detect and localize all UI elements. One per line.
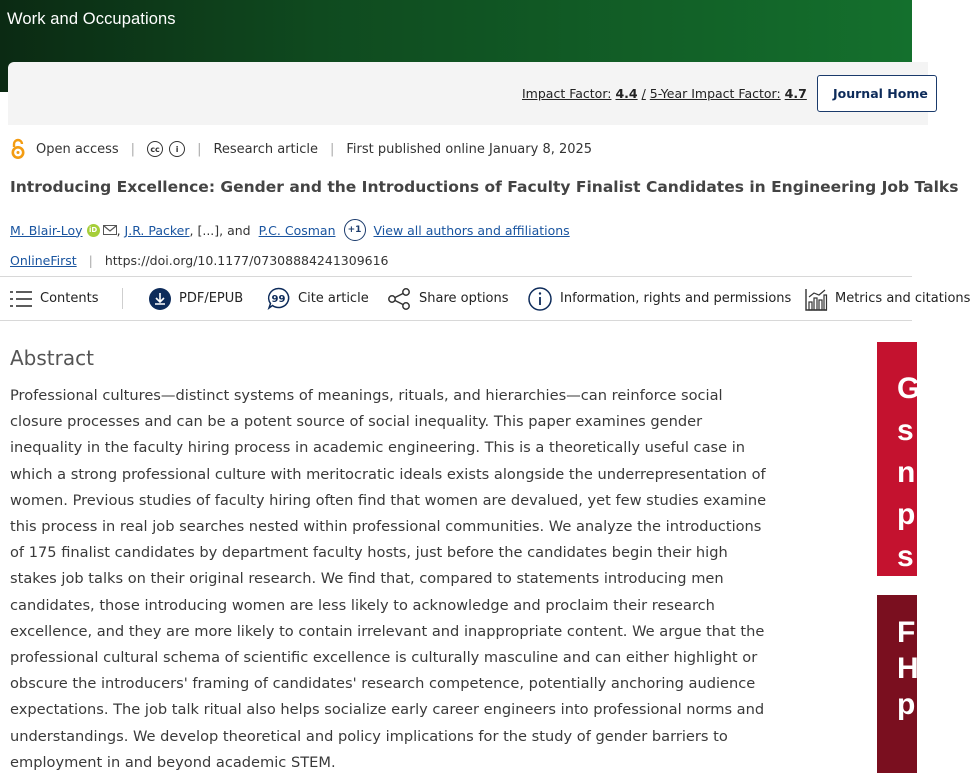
ad-letter: p [897,498,916,531]
info-icon [528,287,552,311]
ad-letter: s [897,540,914,573]
ad-letter: s [897,414,914,447]
contents-list-icon [10,290,32,308]
meta-separator: | [130,141,136,157]
pdf-epub-button[interactable] [149,277,243,320]
toolbar-divider [122,288,123,309]
cc-icon: cc [147,141,163,157]
metrics-button[interactable] [805,277,970,320]
author-link[interactable]: P.C. Cosman [258,222,336,238]
article-toolbar [0,276,970,321]
publication-date: First published online January 8, 2025 [346,141,593,157]
ad-text [877,342,921,578]
author-link[interactable]: J.R. Packer [124,222,190,238]
doi-url[interactable]: https://doi.org/10.1177/07308884241309616 [104,252,389,268]
share-options-label: Share options [419,291,509,306]
share-options-button[interactable] [387,277,509,320]
svg-text:99: 99 [271,294,286,305]
mail-icon[interactable] [103,225,117,235]
journal-title[interactable]: Work and Occupations [7,10,176,28]
ad-letter: n [897,456,916,489]
impact-factor-value[interactable]: 4.4 [615,86,638,101]
abstract-heading: Abstract [10,346,94,370]
quote-icon [267,287,290,310]
share-icon [387,287,411,311]
doi-row [10,250,389,270]
cite-article-label: Cite article [298,291,369,306]
contents-button[interactable] [10,277,98,320]
article-title: Introducing Excellence: Gender and the Introductions of Faculty Finalist Candidates in Engineering Job Talks [10,178,959,196]
five-year-impact-value[interactable]: 4.7 [784,86,807,101]
bar-chart-icon [805,287,827,311]
meta-separator: | [330,141,335,157]
impact-slash: / [641,86,646,101]
author-link[interactable]: M. Blair-Loy [10,222,83,238]
metrics-label: Metrics and citations [835,291,970,306]
online-first-link[interactable]: OnlineFirst [10,252,77,268]
doi-divider: | [88,252,93,268]
contents-label: Contents [40,291,99,306]
creative-commons-icons[interactable] [147,141,185,157]
article-meta [10,138,592,160]
five-year-impact-label[interactable]: 5-Year Impact Factor: [649,86,781,101]
open-access-label: Open access [36,141,119,157]
ad-letter: p [897,688,916,721]
article-type: Research article [213,141,318,157]
cite-article-button[interactable] [267,277,369,320]
open-access-icon [10,138,26,160]
ad-letter: F [897,616,916,649]
impact-factor-label[interactable]: Impact Factor: [522,86,612,101]
advertisement-banner[interactable] [877,595,917,773]
view-all-authors-link[interactable]: View all authors and affiliations [373,222,570,238]
more-authors-button[interactable]: +1 [344,219,366,241]
impact-factor[interactable] [522,86,807,101]
meta-separator: | [197,141,202,157]
mail-flap-icon [104,226,116,234]
author-comma: , [116,222,121,238]
author-list [10,219,570,241]
abstract-text: Professional cultures—distinct systems of meanings, rituals, and hierarchies—can reinforce social closure processes and can be a potent source of social inequality. This paper examines gender inequality in the faculty hiring process in academic engineering. This is a theoretically useful case in which a strong professional culture with meritocratic ideals exists alongside the underrepresentation of women. Previous studies of faculty hiring often find that women are devalued, yet few studies examine this process in real job searches nested within professional communities. We analyze the introductions of 175 finalist candidates by department faculty hosts, just before the candidates begin their high stakes job talks on their original research. We find that, compared to statements introducing men candidates, those introducing women are less likely to acknowledge and proclaim their research excellence, and they are more likely to contain irrelevant and inappropriate content. We argue that the professional cultural schema of scientific excellence is culturally masculine and can either highlight or obscure the introducers' framing of candidates' research competence, potentially anchoring audience expectations. The job talk ritual also helps socialize early career engineers into professional norms and understandings. We develop theoretical and policy implications for the study of gender barriers to employment in and beyond academic STEM. [10,387,767,771]
information-label: Information, rights and permissions [560,291,792,306]
cc-by-person-icon: i [169,141,185,157]
pdf-epub-label: PDF/EPUB [179,291,244,306]
author-ellipsis: , [...], and [189,222,251,238]
advertisement-banner[interactable] [877,342,921,576]
ad-letter: H [897,652,919,685]
orcid-icon[interactable]: iD [87,224,100,237]
ad-letter: G [897,372,921,405]
journal-home-button[interactable]: Journal Home [817,75,937,112]
download-icon [149,288,171,310]
information-button[interactable] [528,277,791,320]
ad-text [877,595,917,723]
